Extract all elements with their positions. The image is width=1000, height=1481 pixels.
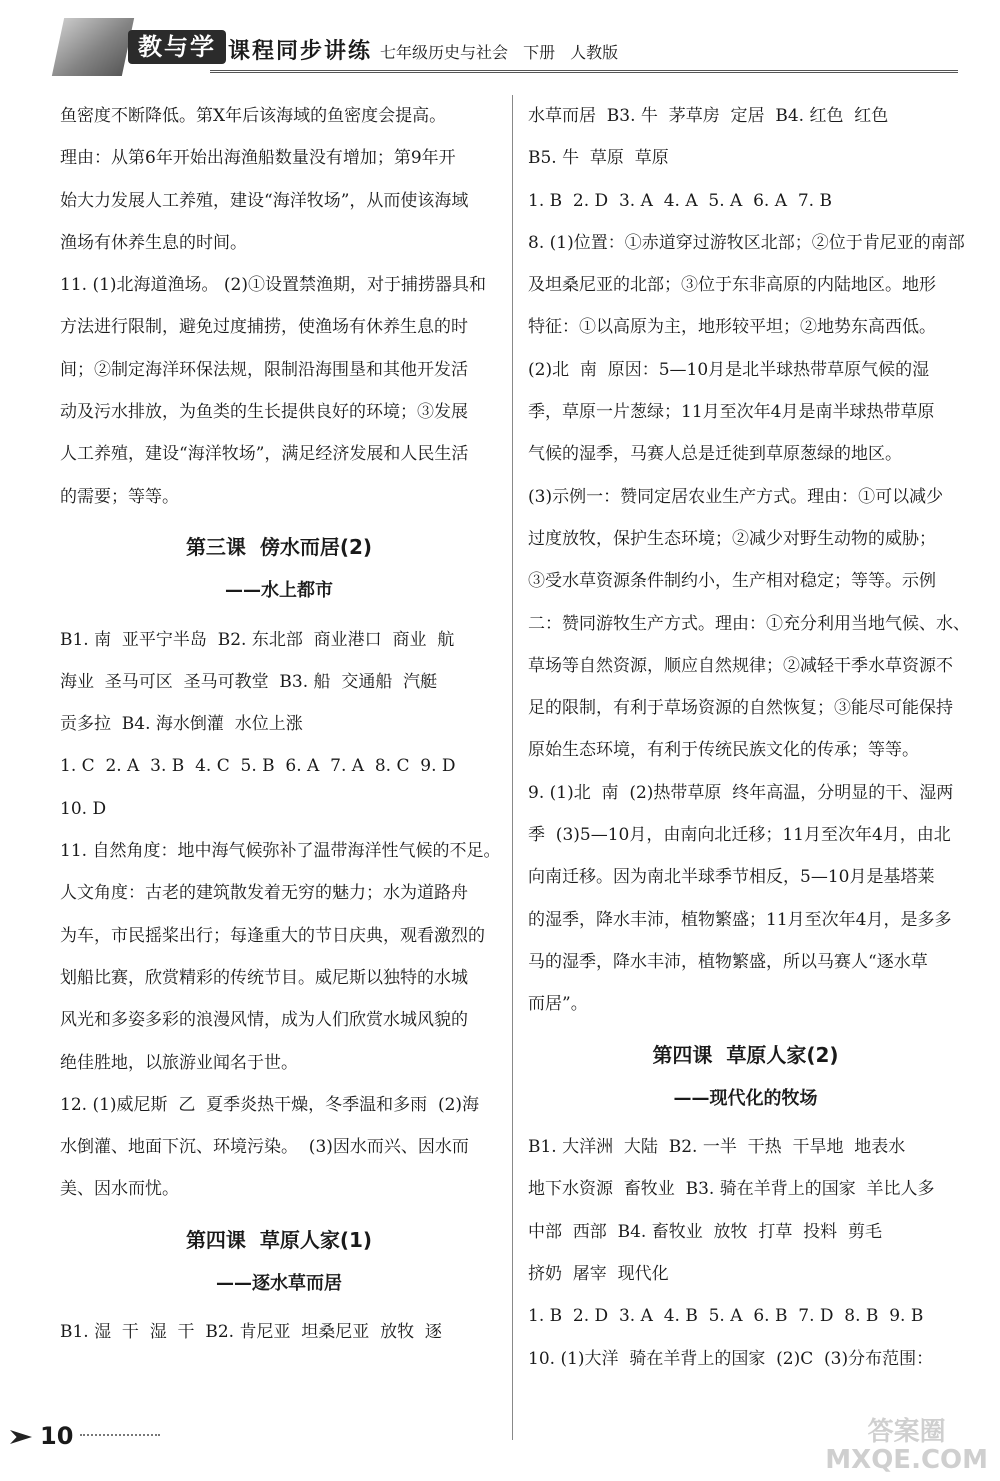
brand-logo: 教与学 [128, 30, 226, 64]
section-title-lesson4-1: 第四课 草原人家(1) [185, 1227, 373, 1252]
section-subtitle-lesson3: ——水上都市 [225, 580, 333, 602]
answer-line: B1. 南 亚平宁半岛 B2. 东北部 商业港口 商业 航 [60, 629, 455, 650]
answer-line: 人工养殖，建设“海洋牧场”，满足经济发展和人民生活 [60, 444, 469, 465]
answer-line: 马的湿季，降水丰沛，植物繁盛，所以马赛人“逐水草 [528, 951, 928, 972]
answer-line: 鱼密度不断降低。第X年后该海域的鱼密度会提高。 [60, 106, 447, 126]
watermark-url: MXQE.COM [825, 1445, 988, 1475]
arrow-icon [10, 1430, 32, 1444]
section-title-lesson3: 第三课 傍水而居(2) [185, 534, 373, 559]
answer-line: 二：赞同游牧生产方式。理由：①充分利用当地气候、水、 [528, 613, 970, 634]
answer-line: 及坦桑尼亚的北部；③位于东非高原的内陆地区。地形 [528, 275, 936, 296]
answer-line: 11. 自然角度：地中海气候弥补了温带海洋性气候的不足。 [60, 841, 501, 862]
footer-dots [80, 1434, 160, 1436]
header-decoration [52, 18, 134, 76]
answer-line: 特征：①以高原为主，地形较平坦；②地势东高西低。 [528, 317, 936, 338]
answer-line: B5. 牛 草原 草原 [528, 148, 669, 169]
answer-line: 人文角度：古老的建筑散发着无穷的魅力；水为道路舟 [60, 883, 468, 904]
answer-line: 地下水资源 畜牧业 B3. 骑在羊背上的国家 羊比人多 [528, 1179, 935, 1200]
answer-line: 的湿季，降水丰沛，植物繁盛；11月至次年4月，是多多 [528, 909, 952, 930]
answer-line: 11. (1)北海道渔场。 (2)①设置禁渔期，对于捕捞器具和 [60, 275, 487, 296]
answer-line: 贡多拉 B4. 海水倒灌 水位上涨 [60, 714, 303, 735]
left-column [60, 95, 501, 1354]
answer-line: 原始生态环境，有利于传统民族文化的传承；等等。 [528, 740, 919, 761]
answer-line: 过度放牧，保护生态环境；②减少对野生动物的威胁； [528, 528, 936, 549]
answer-line: 始大力发展人工养殖，建设“海洋牧场”，从而使该海域 [60, 190, 469, 211]
answer-line: 10. (1)大洋 骑在羊背上的国家 (2)C (3)分布范围： [528, 1348, 934, 1369]
header-rule [210, 70, 958, 73]
answer-line: 10. D [60, 798, 107, 819]
series-title: 课程同步讲练 [228, 39, 373, 64]
answer-line: 动及污水排放，为鱼类的生长提供良好的环境；③发展 [60, 402, 468, 423]
answer-line: 绝佳胜地，以旅游业闻名于世。 [60, 1052, 298, 1073]
page-number: 10 [40, 1422, 74, 1450]
answer-line: 向南迁移。因为南北半球季节相反，5—10月是基塔莱 [528, 867, 935, 888]
answer-line: 风光和多姿多彩的浪漫风情，成为人们欣赏水城风貌的 [60, 1010, 468, 1031]
answer-line: 1. B 2. D 3. A 4. B 5. A 6. B 7. D 8. B 9. B [528, 1306, 924, 1327]
answer-line: 渔场有休养生息的时间。 [60, 232, 247, 253]
answer-line: 季，草原一片葱绿；11月至次年4月是南半球热带草原 [528, 402, 935, 423]
watermark-logo [825, 1418, 988, 1474]
answer-line: 划船比赛，欣赏精彩的传统节目。威尼斯以独特的水城 [60, 967, 468, 988]
answer-line: ③受水草资源条件制约小，生产相对稳定；等等。示例 [528, 571, 936, 592]
answer-line: 1. B 2. D 3. A 4. A 5. A 6. A 7. B [528, 190, 832, 211]
answer-line: 而居”。 [528, 994, 588, 1015]
section-subtitle-lesson4-1: ——逐水草而居 [216, 1273, 342, 1295]
answer-line: 水倒灌、地面下沉、环境污染。 (3)因水而兴、因水而 [60, 1137, 469, 1158]
answer-line: 足的限制，有利于草场资源的自然恢复；③能尽可能保持 [528, 698, 953, 719]
answer-line: 美、因水而忧。 [60, 1179, 179, 1200]
answer-line: 9. (1)北 南 (2)热带草原 终年高温，分明显的干、湿两 [528, 782, 954, 803]
section-subtitle-lesson4-2: ——现代化的牧场 [673, 1087, 818, 1109]
right-answers-bottom [528, 1126, 963, 1380]
book-info: 七年级历史与社会 下册 人教版 [380, 43, 619, 62]
answer-line: B1. 湿 干 湿 干 B2. 肯尼亚 坦桑尼亚 放牧 逐 [60, 1322, 442, 1343]
answer-line: 海业 圣马可区 圣马可教堂 B3. 船 交通船 汽艇 [60, 671, 438, 692]
right-column [528, 95, 970, 1380]
answer-line: (2)北 南 原因：5—10月是北半球热带草原气候的湿 [528, 359, 930, 380]
column-divider [512, 95, 513, 1440]
answer-line: 12. (1)威尼斯 乙 夏季炎热干燥，冬季温和多雨 (2)海 [60, 1094, 480, 1115]
answer-line: 挤奶 屠宰 现代化 [528, 1264, 669, 1285]
answer-line: (3)示例一：赞同定居农业生产方式。理由：①可以减少 [528, 486, 944, 507]
right-answers-top [528, 95, 970, 1026]
left-answers-top [60, 95, 498, 518]
answer-line: 气候的湿季，马赛人总是迁徙到草原葱绿的地区。 [528, 444, 902, 465]
answer-line: 间；②制定海洋环保法规，限制沿海围垦和其他开发活 [60, 359, 468, 380]
answer-line: B1. 大洋洲 大陆 B2. 一半 干热 干旱地 地表水 [528, 1137, 906, 1158]
answer-line: 1. C 2. A 3. B 4. C 5. B 6. A 7. A 8. C 9. D [60, 756, 456, 777]
answer-line: 方法进行限制，避免过度捕捞，使渔场有休养生息的时 [60, 317, 468, 338]
left-answers-mid [60, 619, 501, 1211]
answer-line: 水草而居 B3. 牛 茅草房 定居 B4. 红色 红色 [528, 106, 889, 126]
watermark-text: 答案圈 [867, 1417, 946, 1447]
answer-line: 草场等自然资源，顺应自然规律；②减轻干季水草资源不 [528, 655, 953, 676]
answer-line: 为车，市民摇桨出行；每逢重大的节日庆典，观看激烈的 [60, 925, 485, 946]
answer-line: 理由：从第6年开始出海渔船数量没有增加；第9年开 [60, 148, 456, 169]
page-footer [10, 1420, 210, 1460]
answer-line: 的需要；等等。 [60, 486, 179, 507]
left-answers-bottom [60, 1311, 498, 1353]
answer-line: 季 (3)5—10月，由南向北迁移；11月至次年4月，由北 [528, 825, 951, 846]
section-title-lesson4-2: 第四课 草原人家(2) [652, 1042, 839, 1067]
answer-line: 中部 西部 B4. 畜牧业 放牧 打草 投料 剪毛 [528, 1221, 882, 1242]
page-header [0, 0, 1000, 90]
answer-line: 8. (1)位置：①赤道穿过游牧区北部；②位于肯尼亚的南部 [528, 232, 965, 253]
